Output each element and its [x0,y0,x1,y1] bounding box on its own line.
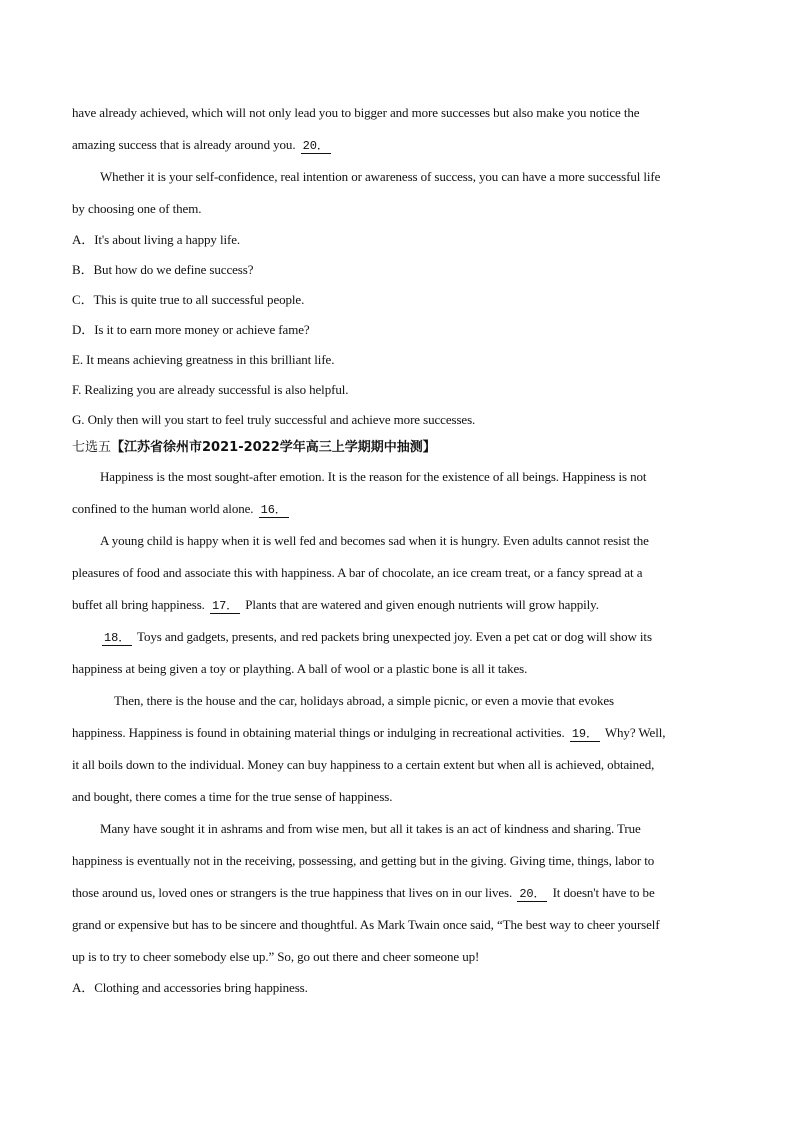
answer-blank-20b[interactable]: 20． [519,887,546,901]
option-c: C．This is quite true to all successful people. [72,292,305,307]
passage2-text: Plants that are watered and given enough nutrients will grow happily. [245,597,599,612]
answer-blank-18[interactable]: 18． [104,631,131,645]
option-e: E. It means achieving greatness in this brilliant life. [72,352,335,367]
option-g: G. Only then will you start to feel truly successful and achieve more successes. [72,412,476,427]
passage2-text: buffet all bring happiness. [72,597,205,612]
passage2-line [72,877,722,909]
answer-blank-20[interactable]: 20． [302,139,329,153]
passage2-text: those around us, loved ones or strangers is the true happiness that lives on in our lives. [72,885,513,900]
passage2-line: Many have sought it in ashrams and from wise men, but all it takes is an act of kindness and sharing. True [100,821,641,836]
passage2-line [72,621,722,653]
passage2-text: It doesn't have to be [552,885,655,900]
passage2-text: Toys and gadgets, presents, and red packets bring unexpected joy. Even a pet cat or dog will show its [137,629,652,644]
passage2-text: confined to the human world alone. [72,501,254,516]
passage2-line [72,717,722,749]
answer-blank-17[interactable]: 17． [211,599,239,613]
option-b: B．But how do we define success? [72,262,254,277]
section-heading [72,435,722,461]
document-page [72,97,722,1003]
passage2-line: pleasures of food and associate this with happiness. A bar of chocolate, an ice cream treat, or a fancy spread at a [72,565,643,580]
passage1-line [72,129,722,161]
passage2-line: A young child is happy when it is well fed and becomes sad when it is hungry. Even adults cannot resist the [100,533,649,548]
option-a: A．Clothing and accessories bring happiness. [72,980,308,995]
section-source: 【江苏省徐州市2021-2022学年高三上学期期中抽测】 [111,440,436,455]
passage2-line: grand or expensive but has to be sincere and thoughtful. As Mark Twain once said, “The best way to cheer yourself [72,917,660,932]
passage2-line: happiness at being given a toy or plaything. A ball of wool or a plastic bone is all it takes. [72,661,528,676]
passage1-line: by choosing one of them. [72,201,202,216]
section-label: 七选五 [72,440,112,455]
passage2-line [72,493,722,525]
passage1-line: have already achieved, which will not only lead you to bigger and more successes but also make you notice the [72,105,640,120]
passage2-line: Then, there is the house and the car, holidays abroad, a simple picnic, or even a movie that evokes [114,693,615,708]
option-a: A．It's about living a happy life. [72,232,241,247]
passage2-line: Happiness is the most sought-after emotion. It is the reason for the existence of all beings. Happiness is not [100,469,647,484]
passage2-line [72,589,722,621]
passage2-line: and bought, there comes a time for the true sense of happiness. [72,789,393,804]
answer-blank-19[interactable]: 19． [571,727,598,741]
answer-blank-16[interactable]: 16． [260,503,287,517]
passage2-line: up is to try to cheer somebody else up.” So, go out there and cheer someone up! [72,949,480,964]
option-f: F. Realizing you are already successful is also helpful. [72,382,349,397]
option-d: D．Is it to earn more money or achieve fame? [72,322,310,337]
passage1-line: Whether it is your self-confidence, real intention or awareness of success, you can have a more successful life [100,169,661,184]
passage1-text: amazing success that is already around you. [72,137,296,152]
passage2-text: happiness. Happiness is found in obtaining material things or indulging in recreational activities. [72,725,565,740]
passage2-line: it all boils down to the individual. Money can buy happiness to a certain extent but when all is achieved, obtained, [72,757,655,772]
passage2-line: happiness is eventually not in the receiving, possessing, and getting but in the giving. Giving time, things, labor to [72,853,655,868]
passage2-text: Why? Well, [604,725,666,740]
